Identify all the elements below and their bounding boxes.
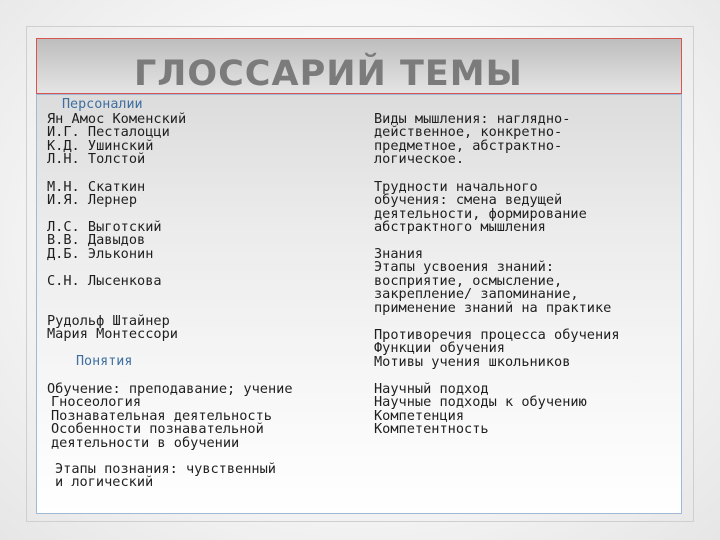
- persons-group-3: Л.С. Выготский В.В. Давыдов Д.Б. Эльконин: [47, 219, 162, 262]
- concepts-group-2: Этапы познания: чувственный и логический: [55, 461, 276, 491]
- persons-group-4: С.Н. Лысенкова: [47, 273, 162, 289]
- ponyatiya-heading: Понятия: [76, 354, 133, 369]
- right-group-3: Знания Этапы усвоения знаний: восприятие, осмысление, закрепление/ запоминание, применение знаний на практике: [374, 246, 612, 316]
- persons-group-5: Рудольф Штайнер Мария Монтессори: [47, 313, 178, 343]
- concepts-group-1-first-line: Обучение: преподавание; учение: [47, 381, 293, 397]
- right-group-5: Научный подход Научные подходы к обучению Компетенция Компетентность: [374, 381, 587, 438]
- personalii-heading: Персоналии: [62, 97, 143, 112]
- persons-group-1: Ян Амос Коменский И.Г. Песталоцци К.Д. Ушинский Л.Н. Толстой: [47, 111, 187, 168]
- slide-title: ГЛОССАРИЙ ТЕМЫ: [134, 54, 523, 94]
- right-group-1: Виды мышления: наглядно- действенное, конкретно- предметное, абстрактно- логическое.: [374, 111, 571, 168]
- concepts-group-1: Гносеология Познавательная деятельность Особенности познавательной деятельности в обучении: [51, 394, 272, 451]
- right-group-2: Трудности начального обучения: смена ведущей деятельности, формирование абстрактного мышления: [374, 179, 587, 236]
- persons-group-2: М.Н. Скаткин И.Я. Лернер: [47, 179, 146, 209]
- right-group-4: Противоречия процесса обучения Функции обучения Мотивы учения школьников: [374, 327, 620, 370]
